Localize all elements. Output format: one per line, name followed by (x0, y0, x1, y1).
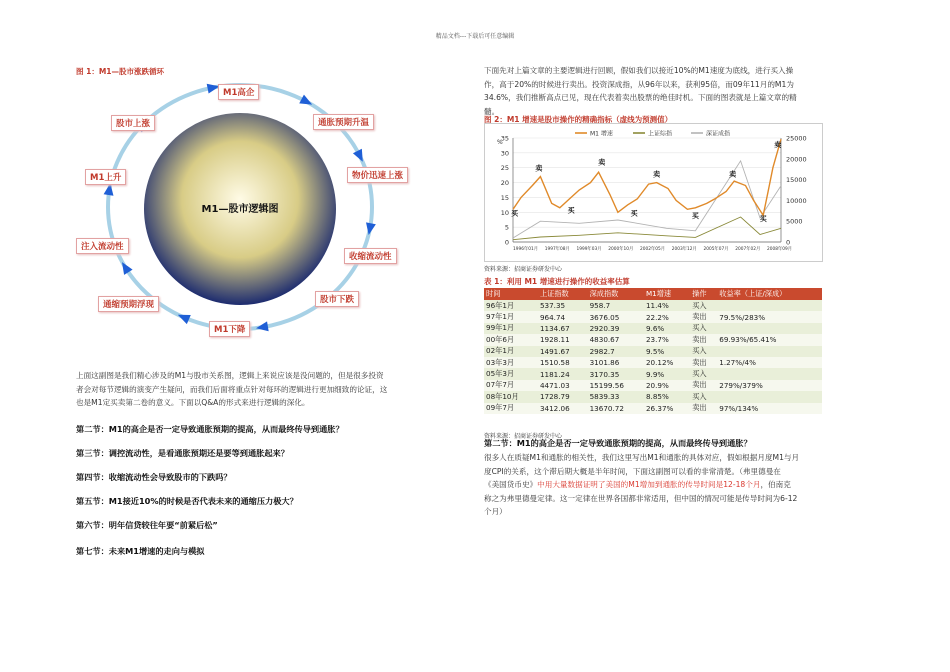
table-header-cell: 上证指数 (538, 288, 588, 300)
left-paragraph (76, 369, 468, 410)
x-tick-label: 1999年03月 (576, 247, 602, 252)
y-right-tick-label: 10000 (786, 196, 807, 205)
text-span: ，伯南克 (760, 480, 791, 489)
right-paragraph-line (484, 478, 876, 492)
table-cell: 96年1月 (484, 300, 538, 311)
table-cell: 5839.33 (588, 391, 644, 402)
right-paragraph-line: 很多人在质疑M1和通胀的相关性，我们这里写出M1和通胀的具体对应，假如根据月度M1与月 (484, 453, 800, 462)
table-cell: 03年3月 (484, 357, 538, 368)
left-paragraph-line: 者会对每节逻辑的演变产生疑问，而我们后面将重点针对每环的逻辑进行更加细致的论证，这 (76, 384, 388, 394)
table-cell: 26.37% (644, 403, 690, 414)
table-cell: 买入 (690, 368, 717, 379)
table-cell: 卖出 (690, 334, 717, 345)
left-paragraph-line: 上面这副图是我们精心涉及的M1与股市关系图，逻辑上来说应该是没问题的，但是很多投资 (76, 371, 384, 380)
right-section-title: 第二节：M1的高企是否一定导致通胀预期的提高，从而最终传导到通胀？ (484, 438, 752, 448)
cycle-arrow (176, 310, 191, 324)
node-inflation-expectation: 通胀预期升温 (313, 114, 374, 130)
section-heading: 第六节：明年信贷较往年要“前紧后松” (76, 520, 218, 530)
legend-label: 上证综指 (648, 130, 673, 138)
table-cell: 1.27%/4% (717, 357, 822, 368)
chart-annotation: 卖 (598, 158, 606, 167)
table-cell (717, 368, 822, 379)
y-left-tick-label: 10 (500, 208, 509, 217)
table-cell: 3412.06 (538, 403, 588, 414)
right-intro-line: 34.6%，我们推断高点已见，现在代表着卖出股票的绝佳时机。下面的图表就是上篇文章的精 (484, 93, 797, 102)
table-cell: 3676.05 (588, 311, 644, 322)
right-paragraph-line: 称之为弗里德曼定律。这一定律在世界各国都非常适用，但中国的情况可能是传导时间为6-12 (484, 493, 798, 503)
cycle-diagram (70, 72, 440, 342)
m1-chart (484, 123, 823, 262)
table-cell: 8.85% (644, 391, 690, 402)
table-row (484, 346, 822, 357)
table-cell: 卖出 (690, 403, 717, 414)
table-header-cell: 深成指数 (588, 288, 644, 300)
right-intro-line: 作，高于20%的时候进行卖出。投资深成指，从96年以来，获利95倍，而09年11月的M1为 (484, 79, 794, 89)
center-label: M1—股市逻辑图 (201, 204, 279, 215)
table-cell: 3170.35 (588, 368, 644, 379)
table-cell: 07年7月 (484, 380, 538, 391)
x-tick-label: 2002年05月 (640, 247, 665, 252)
table-header-cell: 时间 (484, 288, 538, 300)
figure2-source: 资料来源：招商证券研发中心 (484, 266, 563, 273)
table-cell (717, 391, 822, 402)
chart-annotation: 买 (630, 209, 638, 218)
table-cell: 2920.39 (588, 323, 644, 334)
table-cell: 964.74 (538, 311, 588, 322)
series-line (513, 161, 781, 238)
table-cell (717, 346, 822, 357)
table-cell: 279%/379% (717, 380, 822, 391)
highlight-text: 中用大量数据证明了美国的M1增加到通胀的传导时间是12-18个月 (537, 480, 761, 489)
figure1-caption: 图 1：M1—股市涨跌循环 (76, 67, 165, 76)
y-right-tick-label: 5000 (786, 217, 803, 226)
chart-annotation: 买 (759, 215, 767, 224)
chart-annotation: 买 (511, 209, 519, 218)
table-cell: 卖出 (690, 380, 717, 391)
table-cell: 13670.72 (588, 403, 644, 414)
table-row (484, 334, 822, 345)
chart-svg (485, 124, 822, 261)
table-cell: 08年10月 (484, 391, 538, 402)
node-m1-down: M1下降 (209, 321, 250, 337)
series-line (513, 217, 781, 240)
table-cell (717, 323, 822, 334)
table-row (484, 380, 822, 391)
table-cell: 79.5%/283% (717, 311, 822, 322)
table1-source: 资料来源：招商证券研发中心 (484, 433, 563, 440)
table-row (484, 357, 822, 368)
x-tick-label: 1997年08月 (544, 247, 570, 252)
y-left-tick-label: 35 (500, 134, 509, 143)
y-right-tick-label: 25000 (786, 134, 807, 143)
table-cell: 9.9% (644, 368, 690, 379)
chart-annotation: 卖 (653, 170, 661, 179)
right-paragraph-line: 个月） (484, 507, 507, 516)
right-paragraph (484, 451, 876, 519)
returns-table (484, 288, 822, 414)
x-tick-label: 2000年10月 (608, 247, 634, 252)
table-cell: 958.7 (588, 300, 644, 311)
table-cell: 9.6% (644, 323, 690, 334)
y-right-tick-label: 20000 (786, 155, 807, 164)
table-cell: 买入 (690, 323, 717, 334)
section-heading: 第五节：M1接近10%的时候是否代表未来的通缩压力极大？ (76, 496, 298, 506)
right-paragraph-line: 度CPI的关系，这个滞后期大概是半年时间，下面这副图可以看的非常清楚。（弗里德曼在 (484, 466, 781, 476)
table-cell: 97年1月 (484, 311, 538, 322)
table-cell: 买入 (690, 391, 717, 402)
x-tick-label: 2003年12月 (671, 247, 697, 252)
y-right-tick-label: 0 (786, 238, 791, 247)
table-cell: 1134.67 (538, 323, 588, 334)
table-row (484, 323, 822, 334)
x-tick-label: 1996年01月 (513, 247, 538, 252)
y-right-tick-label: 15000 (786, 176, 807, 185)
x-tick-label: 2005年07月 (703, 247, 729, 252)
node-m1-rise: M1上升 (85, 169, 126, 185)
chart-annotation: 卖 (729, 170, 737, 179)
table-cell: 23.7% (644, 334, 690, 345)
y-left-tick-label: 20 (500, 179, 509, 188)
table-cell: 69.93%/65.41% (717, 334, 822, 345)
right-intro (484, 64, 876, 118)
table-cell: 15199.56 (588, 380, 644, 391)
table-cell: 买入 (690, 300, 717, 311)
table-cell: 537.35 (538, 300, 588, 311)
node-tighten-liquidity: 收缩流动性 (344, 248, 397, 264)
table-cell: 1728.79 (538, 391, 588, 402)
section-heading: 第三节：调控流动性，是看通胀预期还是要等到通胀起来？ (76, 448, 289, 458)
node-price-rise: 物价迅速上涨 (347, 167, 408, 183)
y-left-tick-label: 15 (500, 193, 509, 202)
table-cell: 3101.86 (588, 357, 644, 368)
section-heading: 第二节：M1的高企是否一定导致通胀预期的提高，从而最终传导到通胀？ (76, 424, 344, 434)
table-row (484, 391, 822, 402)
y-left-tick-label: 25 (500, 164, 509, 173)
table-row (484, 368, 822, 379)
right-intro-line: 髓。 (484, 106, 500, 116)
y-left-tick-label: 0 (504, 238, 509, 247)
table-cell: 4830.67 (588, 334, 644, 345)
table-cell: 09年7月 (484, 403, 538, 414)
table-header-cell: M1增速 (644, 288, 690, 300)
y-left-tick-label: 30 (500, 149, 509, 158)
table-cell: 1928.11 (538, 334, 588, 345)
y-left-tick-label: 5 (504, 223, 509, 232)
legend-label: M1 增速 (590, 130, 613, 138)
table-cell: 02年1月 (484, 346, 538, 357)
node-stock-rise: 股市上涨 (111, 115, 155, 131)
table-cell: 买入 (690, 346, 717, 357)
table-cell: 9.5% (644, 346, 690, 357)
table-cell (717, 300, 822, 311)
node-deflation-expectation: 通缩预期浮现 (98, 296, 159, 312)
table-cell: 97%/134% (717, 403, 822, 414)
table-row (484, 311, 822, 322)
book-title: 《美国货币史》 (484, 480, 538, 489)
node-m1-high: M1高企 (218, 84, 259, 100)
chart-annotation: 买 (691, 212, 699, 221)
section-heading: 第四节：收缩流动性会导致股市的下跌吗？ (76, 472, 232, 482)
table-cell: 22.2% (644, 311, 690, 322)
table-cell: 卖出 (690, 311, 717, 322)
table-cell: 1510.58 (538, 357, 588, 368)
left-paragraph-line: 也是M1定买卖第二卷的意义。下面以Q&A的形式来进行逻辑的深化。 (76, 398, 310, 407)
x-tick-label: 2007年02月 (735, 247, 761, 252)
section-heading: 第七节：未来M1增速的走向与模拟 (76, 546, 205, 556)
node-inject-liquidity: 注入流动性 (76, 238, 129, 254)
table-cell: 05年3月 (484, 368, 538, 379)
table-cell: 1181.24 (538, 368, 588, 379)
right-intro-line: 下面先对上篇文章的主要逻辑进行回顾，假如我们以接近10%的M1速度为底线，进行买入操 (484, 66, 794, 75)
table-row (484, 403, 822, 414)
figure2-caption: 图 2：M1 增速是股市操作的精确指标（虚线为预测值） (484, 115, 673, 124)
table1-caption: 表 1：利用 M1 增速进行操作的收益率估算 (484, 277, 630, 286)
x-tick-label: 2008年09月 (767, 247, 792, 252)
table-header-cell: 收益率（上证/深成） (717, 288, 822, 300)
table-cell: 2982.7 (588, 346, 644, 357)
node-stock-fall: 股市下跌 (315, 291, 359, 307)
chart-annotation: 卖 (535, 164, 543, 173)
series-line (511, 139, 781, 218)
table-row (484, 300, 822, 311)
chart-annotation: 买 (567, 206, 575, 215)
table-body (484, 300, 822, 414)
table-header-row (484, 288, 822, 300)
legend-label: 深证成指 (706, 130, 731, 138)
table-cell: 20.9% (644, 380, 690, 391)
table-cell: 1491.67 (538, 346, 588, 357)
table-header-cell: 操作 (690, 288, 717, 300)
table-cell: 4471.03 (538, 380, 588, 391)
table-cell: 11.4% (644, 300, 690, 311)
table-cell: 20.12% (644, 357, 690, 368)
y-left-unit: % (497, 139, 503, 146)
chart-annotation: 卖 (774, 140, 782, 149)
watermark: 精品文档---下载后可任意编辑 (435, 33, 515, 40)
table-cell: 卖出 (690, 357, 717, 368)
table-cell: 00年6月 (484, 334, 538, 345)
table-cell: 99年1月 (484, 323, 538, 334)
